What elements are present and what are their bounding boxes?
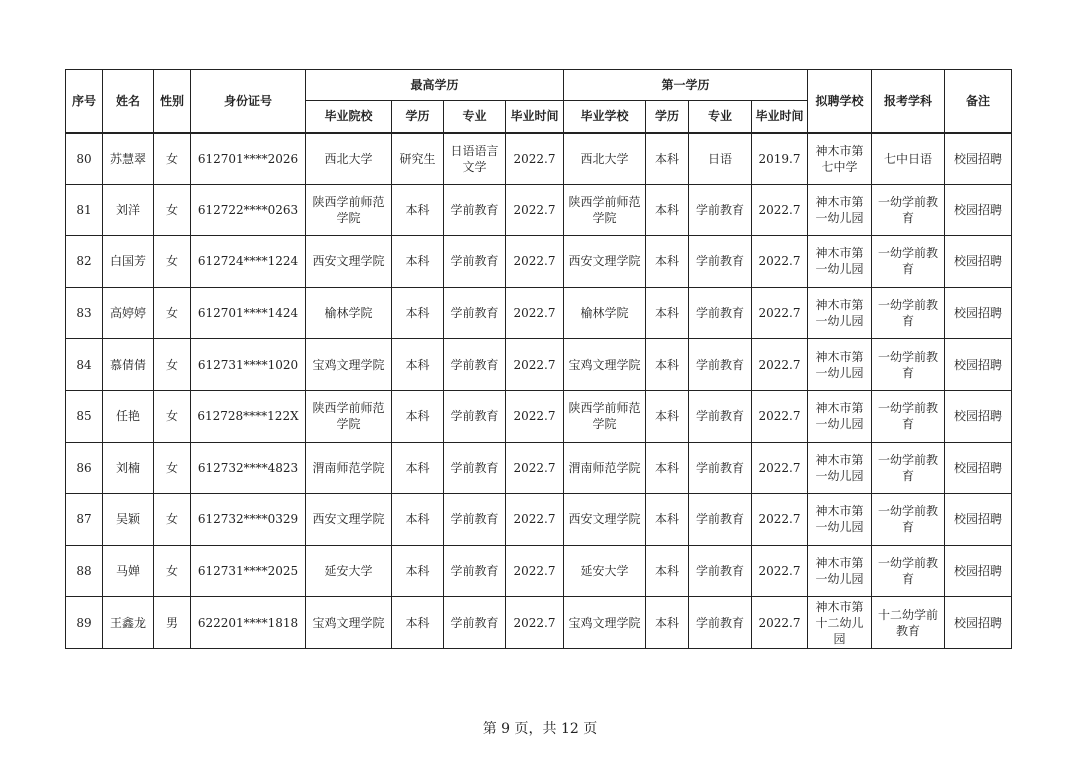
cell-highest-school: 西安文理学院: [306, 494, 392, 546]
cell-highest-grad-time: 2022.7: [506, 236, 564, 288]
cell-gender: 女: [154, 339, 191, 391]
cell-first-grad-time: 2022.7: [752, 390, 808, 442]
cell-id-number: 622201****1818: [191, 597, 306, 649]
cell-first-school: 延安大学: [564, 545, 646, 597]
cell-assigned-school: 神木市第一幼儿园: [808, 184, 872, 236]
header-hi-school: 毕业院校: [306, 101, 392, 133]
table-row: [66, 287, 1012, 339]
cell-seq: 80: [66, 133, 103, 185]
cell-remark: 校园招聘: [945, 390, 1012, 442]
cell-highest-degree: 本科: [392, 494, 444, 546]
cell-assigned-school: 神木市第一幼儿园: [808, 236, 872, 288]
cell-highest-school: 榆林学院: [306, 287, 392, 339]
header-name: 姓名: [103, 70, 154, 133]
cell-first-school: 宝鸡文理学院: [564, 339, 646, 391]
cell-subject: 一幼学前教育: [872, 236, 945, 288]
cell-highest-grad-time: 2022.7: [506, 287, 564, 339]
cell-subject: 一幼学前教育: [872, 545, 945, 597]
cell-subject: 一幼学前教育: [872, 184, 945, 236]
cell-seq: 82: [66, 236, 103, 288]
cell-name: 任艳: [103, 390, 154, 442]
cell-highest-degree: 本科: [392, 236, 444, 288]
cell-assigned-school: 神木市第十二幼儿园: [808, 597, 872, 649]
cell-remark: 校园招聘: [945, 184, 1012, 236]
cell-highest-major: 学前教育: [444, 339, 506, 391]
header-fi-time: 毕业时间: [752, 101, 808, 133]
header-subject: 报考学科: [872, 70, 945, 133]
cell-highest-degree: 本科: [392, 442, 444, 494]
cell-subject: 一幼学前教育: [872, 442, 945, 494]
cell-id-number: 612732****0329: [191, 494, 306, 546]
cell-first-grad-time: 2022.7: [752, 339, 808, 391]
cell-remark: 校园招聘: [945, 133, 1012, 185]
cell-highest-school: 西北大学: [306, 133, 392, 185]
cell-first-major: 学前教育: [689, 390, 752, 442]
cell-assigned-school: 神木市第一幼儿园: [808, 442, 872, 494]
cell-highest-degree: 本科: [392, 545, 444, 597]
cell-first-major: 学前教育: [689, 494, 752, 546]
cell-highest-school: 陕西学前师范学院: [306, 184, 392, 236]
cell-name: 慕倩倩: [103, 339, 154, 391]
cell-subject: 一幼学前教育: [872, 494, 945, 546]
cell-id-number: 612722****0263: [191, 184, 306, 236]
cell-first-degree: 本科: [646, 287, 689, 339]
cell-highest-grad-time: 2022.7: [506, 442, 564, 494]
cell-name: 苏慧翠: [103, 133, 154, 185]
cell-assigned-school: 神木市第一幼儿园: [808, 287, 872, 339]
table-row: [66, 494, 1012, 546]
cell-highest-major: 学前教育: [444, 597, 506, 649]
cell-remark: 校园招聘: [945, 494, 1012, 546]
cell-name: 吴颖: [103, 494, 154, 546]
cell-first-school: 西北大学: [564, 133, 646, 185]
cell-name: 高婷婷: [103, 287, 154, 339]
header-hi-time: 毕业时间: [506, 101, 564, 133]
cell-name: 刘楠: [103, 442, 154, 494]
cell-highest-degree: 本科: [392, 184, 444, 236]
header-school: 拟聘学校: [808, 70, 872, 133]
cell-first-school: 陕西学前师范学院: [564, 390, 646, 442]
cell-subject: 一幼学前教育: [872, 339, 945, 391]
cell-highest-school: 渭南师范学院: [306, 442, 392, 494]
cell-id-number: 612732****4823: [191, 442, 306, 494]
cell-name: 马婵: [103, 545, 154, 597]
cell-highest-major: 学前教育: [444, 494, 506, 546]
cell-first-major: 学前教育: [689, 545, 752, 597]
cell-highest-school: 陕西学前师范学院: [306, 390, 392, 442]
cell-remark: 校园招聘: [945, 339, 1012, 391]
header-hi-degree: 学历: [392, 101, 444, 133]
cell-subject: 七中日语: [872, 133, 945, 185]
table-row: [66, 597, 1012, 649]
cell-first-degree: 本科: [646, 597, 689, 649]
cell-gender: 女: [154, 545, 191, 597]
cell-seq: 81: [66, 184, 103, 236]
cell-highest-degree: 研究生: [392, 133, 444, 185]
cell-gender: 女: [154, 494, 191, 546]
cell-assigned-school: 神木市第一幼儿园: [808, 545, 872, 597]
header-highest-edu: 最高学历: [306, 70, 564, 101]
header-hi-major: 专业: [444, 101, 506, 133]
cell-highest-degree: 本科: [392, 390, 444, 442]
cell-highest-grad-time: 2022.7: [506, 133, 564, 185]
cell-gender: 女: [154, 184, 191, 236]
cell-highest-degree: 本科: [392, 597, 444, 649]
cell-gender: 女: [154, 287, 191, 339]
cell-gender: 女: [154, 442, 191, 494]
cell-highest-school: 宝鸡文理学院: [306, 339, 392, 391]
cell-highest-major: 学前教育: [444, 442, 506, 494]
header-first-edu: 第一学历: [564, 70, 808, 101]
cell-highest-degree: 本科: [392, 339, 444, 391]
cell-first-degree: 本科: [646, 236, 689, 288]
cell-highest-major: 学前教育: [444, 545, 506, 597]
cell-first-grad-time: 2022.7: [752, 597, 808, 649]
applicant-table: [65, 69, 1012, 649]
cell-first-grad-time: 2022.7: [752, 236, 808, 288]
cell-highest-major: 学前教育: [444, 236, 506, 288]
cell-first-degree: 本科: [646, 545, 689, 597]
cell-subject: 十二幼学前教育: [872, 597, 945, 649]
cell-highest-major: 学前教育: [444, 390, 506, 442]
cell-first-degree: 本科: [646, 184, 689, 236]
cell-assigned-school: 神木市第一幼儿园: [808, 494, 872, 546]
cell-first-major: 学前教育: [689, 236, 752, 288]
cell-first-major: 学前教育: [689, 597, 752, 649]
header-seq: 序号: [66, 70, 103, 133]
cell-highest-grad-time: 2022.7: [506, 390, 564, 442]
table-row: [66, 339, 1012, 391]
cell-first-major: 学前教育: [689, 339, 752, 391]
cell-seq: 87: [66, 494, 103, 546]
cell-first-grad-time: 2022.7: [752, 545, 808, 597]
cell-first-degree: 本科: [646, 390, 689, 442]
header-remark: 备注: [945, 70, 1012, 133]
cell-seq: 83: [66, 287, 103, 339]
cell-first-degree: 本科: [646, 442, 689, 494]
cell-highest-grad-time: 2022.7: [506, 339, 564, 391]
cell-first-grad-time: 2022.7: [752, 494, 808, 546]
cell-first-school: 陕西学前师范学院: [564, 184, 646, 236]
cell-first-school: 西安文理学院: [564, 236, 646, 288]
cell-remark: 校园招聘: [945, 287, 1012, 339]
cell-remark: 校园招聘: [945, 597, 1012, 649]
cell-highest-major: 日语语言文学: [444, 133, 506, 185]
cell-highest-grad-time: 2022.7: [506, 597, 564, 649]
cell-highest-degree: 本科: [392, 287, 444, 339]
cell-seq: 84: [66, 339, 103, 391]
cell-highest-school: 延安大学: [306, 545, 392, 597]
cell-first-major: 学前教育: [689, 442, 752, 494]
table-row: [66, 184, 1012, 236]
cell-assigned-school: 神木市第一幼儿园: [808, 339, 872, 391]
table-row: [66, 442, 1012, 494]
cell-gender: 女: [154, 133, 191, 185]
cell-id-number: 612701****1424: [191, 287, 306, 339]
cell-first-grad-time: 2022.7: [752, 442, 808, 494]
cell-highest-grad-time: 2022.7: [506, 494, 564, 546]
cell-gender: 男: [154, 597, 191, 649]
header-fi-major: 专业: [689, 101, 752, 133]
cell-name: 白国芳: [103, 236, 154, 288]
table-row: [66, 236, 1012, 288]
cell-highest-school: 宝鸡文理学院: [306, 597, 392, 649]
header-gender: 性别: [154, 70, 191, 133]
table-row: [66, 545, 1012, 597]
cell-first-major: 学前教育: [689, 184, 752, 236]
cell-first-school: 西安文理学院: [564, 494, 646, 546]
cell-gender: 女: [154, 236, 191, 288]
cell-assigned-school: 神木市第一幼儿园: [808, 390, 872, 442]
header-id: 身份证号: [191, 70, 306, 133]
cell-subject: 一幼学前教育: [872, 390, 945, 442]
cell-remark: 校园招聘: [945, 236, 1012, 288]
cell-seq: 88: [66, 545, 103, 597]
cell-gender: 女: [154, 390, 191, 442]
table-row: [66, 133, 1012, 185]
header-fi-school: 毕业学校: [564, 101, 646, 133]
cell-first-school: 榆林学院: [564, 287, 646, 339]
cell-first-major: 学前教育: [689, 287, 752, 339]
cell-seq: 85: [66, 390, 103, 442]
cell-highest-grad-time: 2022.7: [506, 184, 564, 236]
cell-first-degree: 本科: [646, 494, 689, 546]
cell-first-grad-time: 2019.7: [752, 133, 808, 185]
cell-assigned-school: 神木市第七中学: [808, 133, 872, 185]
cell-first-grad-time: 2022.7: [752, 184, 808, 236]
cell-remark: 校园招聘: [945, 442, 1012, 494]
cell-subject: 一幼学前教育: [872, 287, 945, 339]
cell-first-school: 宝鸡文理学院: [564, 597, 646, 649]
cell-id-number: 612731****1020: [191, 339, 306, 391]
cell-name: 王鑫龙: [103, 597, 154, 649]
cell-first-grad-time: 2022.7: [752, 287, 808, 339]
cell-id-number: 612728****122X: [191, 390, 306, 442]
cell-seq: 86: [66, 442, 103, 494]
page-footer: 第 9 页，共 12 页: [482, 721, 598, 737]
cell-highest-major: 学前教育: [444, 184, 506, 236]
cell-highest-grad-time: 2022.7: [506, 545, 564, 597]
cell-id-number: 612724****1224: [191, 236, 306, 288]
cell-seq: 89: [66, 597, 103, 649]
cell-id-number: 612731****2025: [191, 545, 306, 597]
cell-name: 刘洋: [103, 184, 154, 236]
table-row: [66, 390, 1012, 442]
cell-id-number: 612701****2026: [191, 133, 306, 185]
cell-first-degree: 本科: [646, 133, 689, 185]
cell-first-school: 渭南师范学院: [564, 442, 646, 494]
header-fi-degree: 学历: [646, 101, 689, 133]
cell-first-degree: 本科: [646, 339, 689, 391]
cell-highest-school: 西安文理学院: [306, 236, 392, 288]
table-body: [66, 133, 1012, 649]
cell-first-major: 日语: [689, 133, 752, 185]
cell-highest-major: 学前教育: [444, 287, 506, 339]
cell-remark: 校园招聘: [945, 545, 1012, 597]
